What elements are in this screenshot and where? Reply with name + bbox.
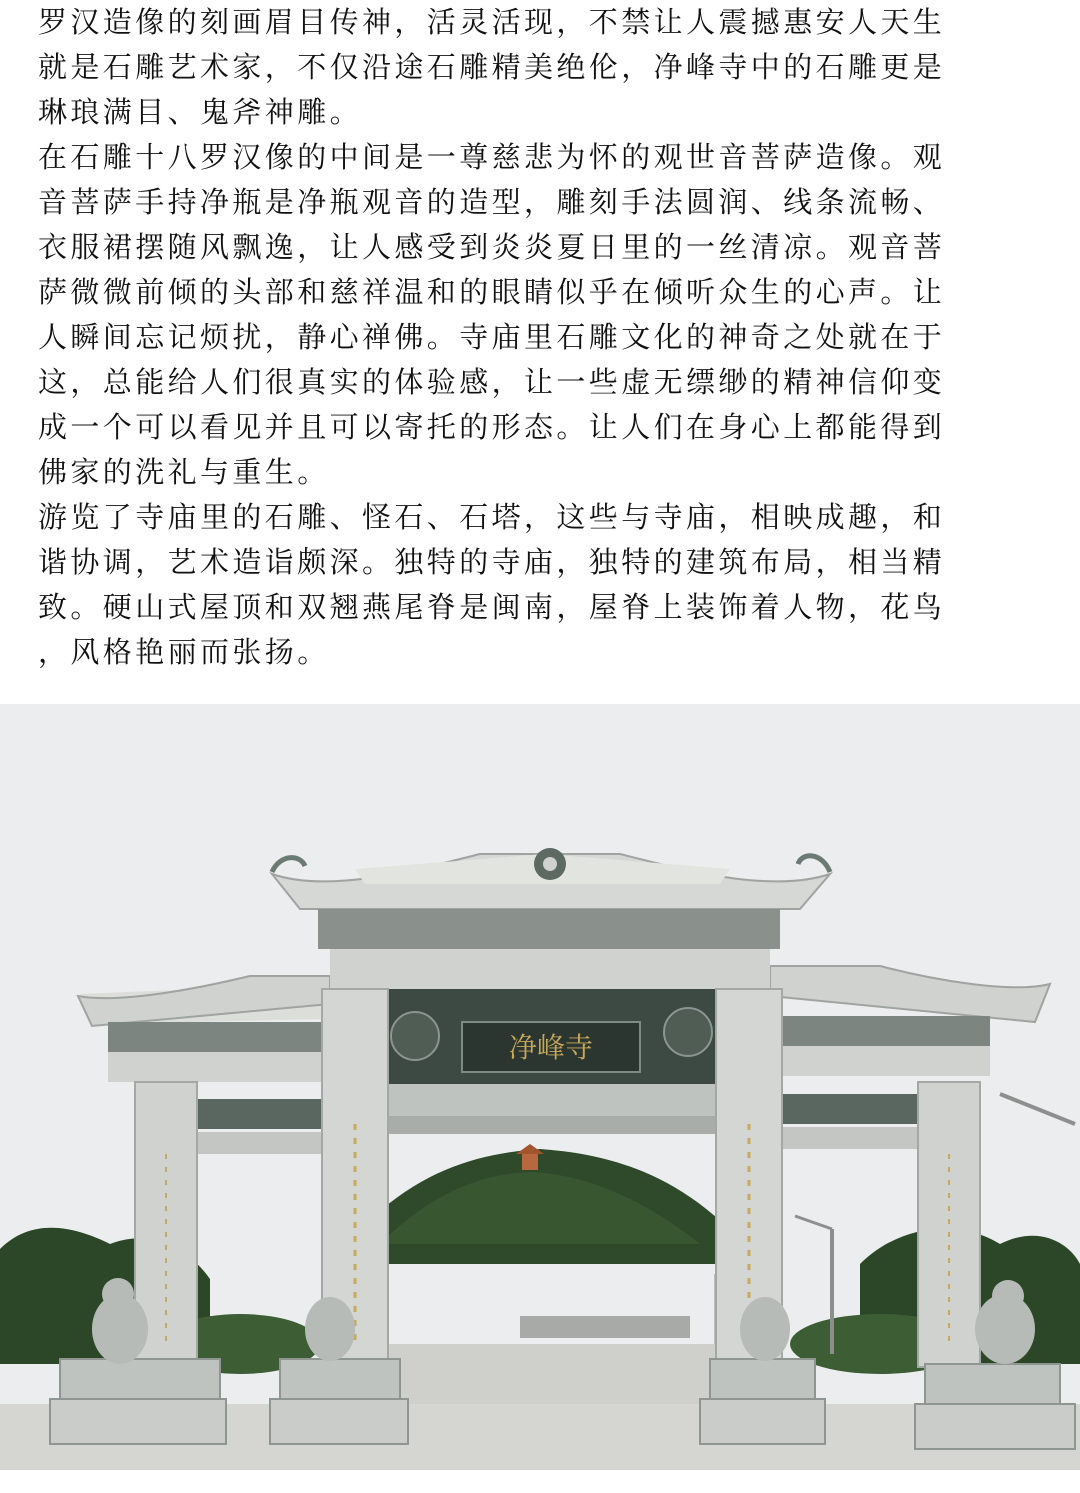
- paragraph-line: 这，总能给人们很真实的体验感，让一些虚无缥缈的精神信仰变: [38, 365, 946, 399]
- paragraph-line: 游览了寺庙里的石雕、怪石、石塔，这些与寺庙，相映成趣，和: [38, 500, 946, 534]
- paragraph-line: 成一个可以看见并且可以寄托的形态。让人们在身心上都能得到: [38, 410, 946, 444]
- article-text: [38, 0, 1042, 675]
- paragraph-line: 人瞬间忘记烦扰，静心禅佛。寺庙里石雕文化的神奇之处就在于: [38, 320, 946, 354]
- paragraph-line: 音菩萨手持净瓶是净瓶观音的造型，雕刻手法圆润、线条流畅、: [38, 185, 946, 219]
- paragraph-line: 就是石雕艺术家，不仅沿途石雕精美绝伦，净峰寺中的石雕更是: [38, 50, 946, 84]
- paragraph-line: 萨微微前倾的头部和慈祥温和的眼睛似乎在倾听众生的心声。让: [38, 275, 946, 309]
- paragraph-line: 谐协调，艺术造诣颇深。独特的寺庙，独特的建筑布局，相当精: [38, 545, 946, 579]
- paragraph-line: 佛家的洗礼与重生。: [38, 455, 330, 489]
- paragraph-line: ，风格艳丽而张扬。: [38, 635, 330, 669]
- paragraph-line: 衣服裙摆随风飘逸，让人感受到炎炎夏日里的一丝清凉。观音菩: [38, 230, 946, 264]
- temple-gate-photo: [0, 704, 1080, 1470]
- paragraph-line: 琳琅满目、鬼斧神雕。: [38, 95, 363, 129]
- paragraph-line: 罗汉造像的刻画眉目传神，活灵活现，不禁让人震撼惠安人天生: [38, 5, 946, 39]
- paragraph-line: 致。硬山式屋顶和双翘燕尾脊是闽南，屋脊上装饰着人物，花鸟: [38, 590, 946, 624]
- gate-plaque-text: 净峰寺: [508, 1031, 594, 1064]
- paragraph-line: 在石雕十八罗汉像的中间是一尊慈悲为怀的观世音菩萨造像。观: [38, 140, 946, 174]
